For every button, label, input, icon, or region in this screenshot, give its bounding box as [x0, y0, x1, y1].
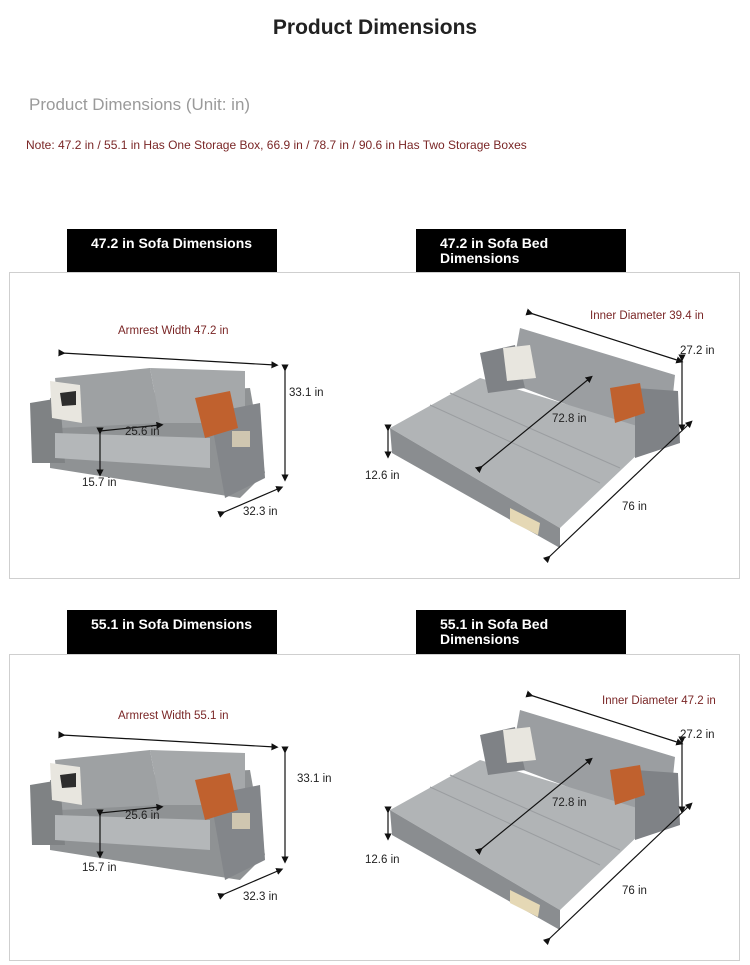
storage-note: Note: 47.2 in / 55.1 in Has One Storage Box, 66.9 in / 78.7 in / 90.6 in Has Two Storage Boxes — [26, 138, 527, 152]
unit-subtitle: Product Dimensions (Unit: in) — [29, 95, 251, 114]
sofa-depth-label: 32.3 in — [243, 891, 278, 903]
total-length-label: 76 in — [622, 885, 647, 897]
sofa-bed-drawing-2 — [390, 710, 680, 930]
back-height-label: 27.2 in — [680, 729, 715, 741]
seat-height-label: 15.7 in — [82, 477, 117, 489]
seat-height-label: 15.7 in — [82, 862, 117, 874]
dimension-panel-1 — [9, 272, 740, 579]
sofa-height-label: 33.1 in — [297, 773, 332, 785]
back-height-label: 27.2 in — [680, 345, 715, 357]
sofa-bed-label-1: 47.2 in Sofa Bed Dimensions — [416, 229, 626, 273]
page-title: Product Dimensions — [272, 16, 478, 39]
sofa-label-1: 47.2 in Sofa Dimensions — [67, 229, 277, 273]
sofa-height-label: 33.1 in — [289, 387, 324, 399]
inner-diameter-label: Inner Diameter 39.4 in — [590, 310, 704, 322]
inner-diameter-label: Inner Diameter 47.2 in — [602, 695, 716, 707]
bed-length-label: 72.8 in — [552, 797, 587, 809]
armrest-width-label: Armrest Width 47.2 in — [118, 325, 229, 337]
bed-height-label: 12.6 in — [365, 470, 400, 482]
sofa-label-2: 55.1 in Sofa Dimensions — [67, 610, 277, 654]
bed-length-label: 72.8 in — [552, 413, 587, 425]
seat-depth-label: 25.6 in — [125, 810, 160, 822]
total-length-label: 76 in — [622, 501, 647, 513]
dimension-panel-2 — [9, 654, 740, 961]
sofa-depth-label: 32.3 in — [243, 506, 278, 518]
seat-depth-label: 25.6 in — [125, 426, 160, 438]
armrest-width-label: Armrest Width 55.1 in — [118, 710, 229, 722]
bed-height-label: 12.6 in — [365, 854, 400, 866]
sofa-bed-drawing-1 — [390, 328, 680, 548]
sofa-bed-label-2: 55.1 in Sofa Bed Dimensions — [416, 610, 626, 654]
